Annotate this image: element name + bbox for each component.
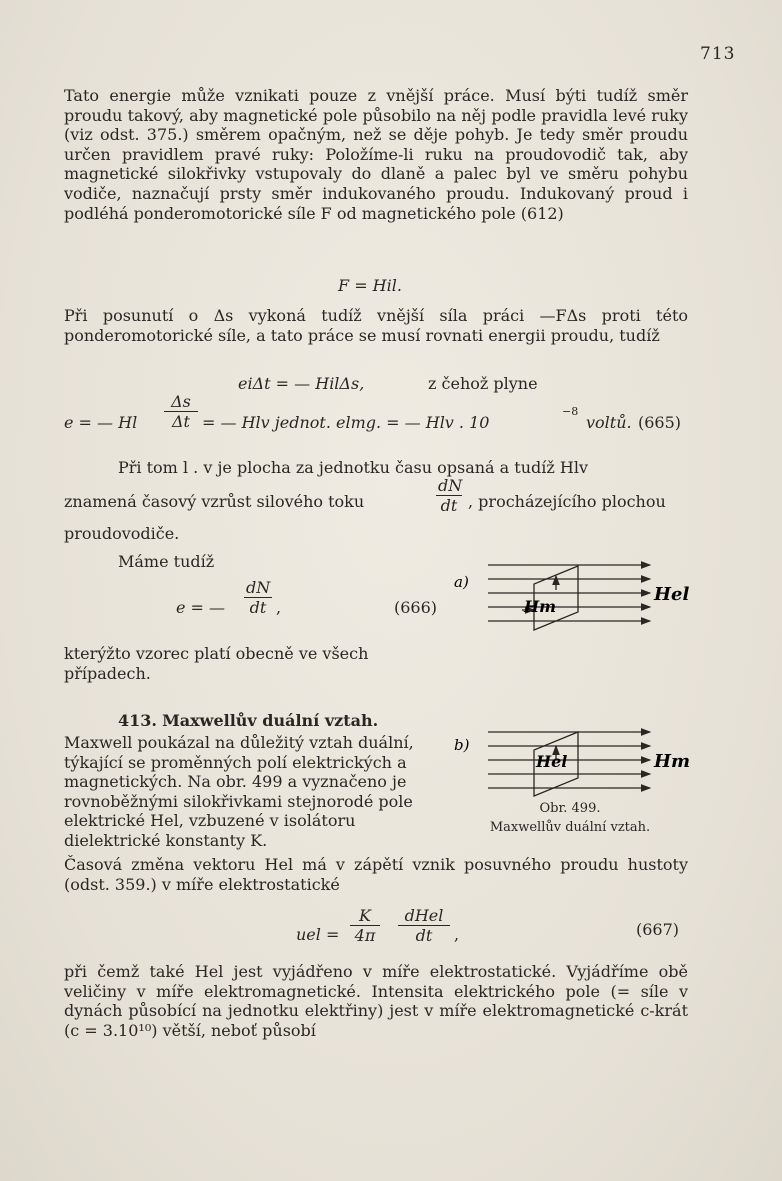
figure-caption-number: Obr. 499.	[539, 801, 601, 816]
figure-a-outer-label: Hel	[654, 584, 690, 605]
mame-tudiz: Máme tudíž	[118, 552, 215, 571]
eq667-den2: dt	[415, 926, 433, 945]
figure-b-outer-label: Hm	[654, 751, 691, 772]
eq666-fraction	[244, 578, 272, 617]
eq665-frac-num: Δs	[164, 392, 198, 412]
figure-caption-title: Maxwellův duální vztah.	[489, 820, 651, 835]
flux-frac-num: dN	[438, 476, 463, 495]
paragraph-area-d: proudovodiče.	[64, 524, 180, 543]
figure-499	[450, 550, 691, 840]
paragraph-energy: Tato energie může vznikati pouze z vnější práce. Musí býti tudíž směr proudu takový, aby magnetické pole působilo na něj podle pravidla levé ruky (viz odst. 375.) směrem opačným, než se děje pohyb. Je tedy směr proudu určen pravidlem pravé ruky: Položíme-li ruku na proudovodič tak, aby magnetické silokřivky vstupovaly do dlaně a palec byl ve směru pohybu vodiče, naznačují prsty směr indukovaného proudu. Indukovaný proud i podléhá ponderomotorické síle F od magnetického pole (612)	[64, 86, 688, 223]
eq665-rhs: = — Hlv jednot. elmg. = — Hlv . 10	[202, 413, 490, 432]
eq665-number: (665)	[638, 413, 682, 432]
eq667-comma: ,	[454, 925, 460, 944]
figure-label-b: b)	[454, 736, 470, 754]
section-number: 413.	[118, 711, 157, 730]
eq666-comma: ,	[276, 598, 282, 617]
paragraph-area-c: , procházejícího plochou	[468, 492, 666, 511]
eq667-lhs: uel =	[296, 925, 340, 944]
eq667-number: (667)	[636, 920, 680, 939]
eq665-fraction	[164, 392, 198, 431]
paragraph-units: při čemž také Hel jest vyjádřeno v míře elektrostatické. Vyjádříme obě veličiny v míře elektromagnetické. Intensita elektrického pole (= síle v dynách působící na jednotku elektřiny) jest v míře elektromagnetické c-krát (c = 3.10¹⁰) větší, neboť působí	[64, 962, 688, 1040]
eq665-lhs: e = — Hl	[64, 413, 138, 432]
eq667-num2: dHel	[398, 906, 450, 926]
equation-energy: eiΔt = — HilΔs,	[238, 374, 365, 393]
section-heading	[118, 711, 378, 730]
eq667-num1: K	[350, 906, 380, 926]
flux-frac-den: dt	[440, 496, 458, 515]
section-text: Maxwell poukázal na důležitý vztah duální, týkající se proměnných polí elektrických a magnetických. Na obr. 499 a vyznačeno je rovnoběžnými silokřivkami stejnorodé pole elektrické Hel, vzbuzené v isolátoru dielektrické konstanty K.	[64, 733, 414, 850]
flux-fraction	[436, 476, 462, 515]
paragraph-area-a: Při tom l . v je plocha za jednotku času opsaná a tudíž Hlv	[118, 458, 589, 477]
eq667-fraction-1	[350, 906, 380, 945]
equation-energy-text: z čehož plyne	[428, 374, 538, 393]
eq667-den1: 4π	[354, 926, 376, 945]
eq665-unit: voltů.	[586, 413, 632, 432]
eq666-number: (666)	[394, 598, 438, 617]
paragraph-work: Při posunutí o Δs vykoná tudíž vnější síla práci —FΔs proti této ponderomotorické síle, a tato práce se musí rovnati energii proudu, tudíž	[64, 306, 688, 345]
equation-force: F = Hil.	[338, 276, 402, 295]
section-title: Maxwellův duální vztah.	[162, 711, 379, 730]
eq665-exponent: −8	[562, 405, 579, 418]
figure-b-inner-label: Hel	[536, 752, 568, 771]
eq667-fraction-2	[398, 906, 450, 945]
figure-a-inner-label: Hm	[524, 597, 557, 616]
eq665-frac-den: Δt	[172, 412, 190, 431]
page-number: 713	[700, 44, 736, 64]
figure-label-a: a)	[454, 573, 469, 591]
paragraph-general: kterýžto vzorec platí obecně ve všech případech.	[64, 644, 369, 683]
eq666-frac-den: dt	[249, 598, 267, 617]
paragraph-area-b: znamená časový vzrůst silového toku	[64, 492, 365, 511]
eq666-lhs: e = —	[176, 598, 226, 617]
paragraph-displacement: Časová změna vektoru Hel má v zápětí vznik posuvného proudu hustoty (odst. 359.) v míře elektrostatické	[64, 855, 688, 894]
eq666-frac-num: dN	[246, 578, 271, 597]
